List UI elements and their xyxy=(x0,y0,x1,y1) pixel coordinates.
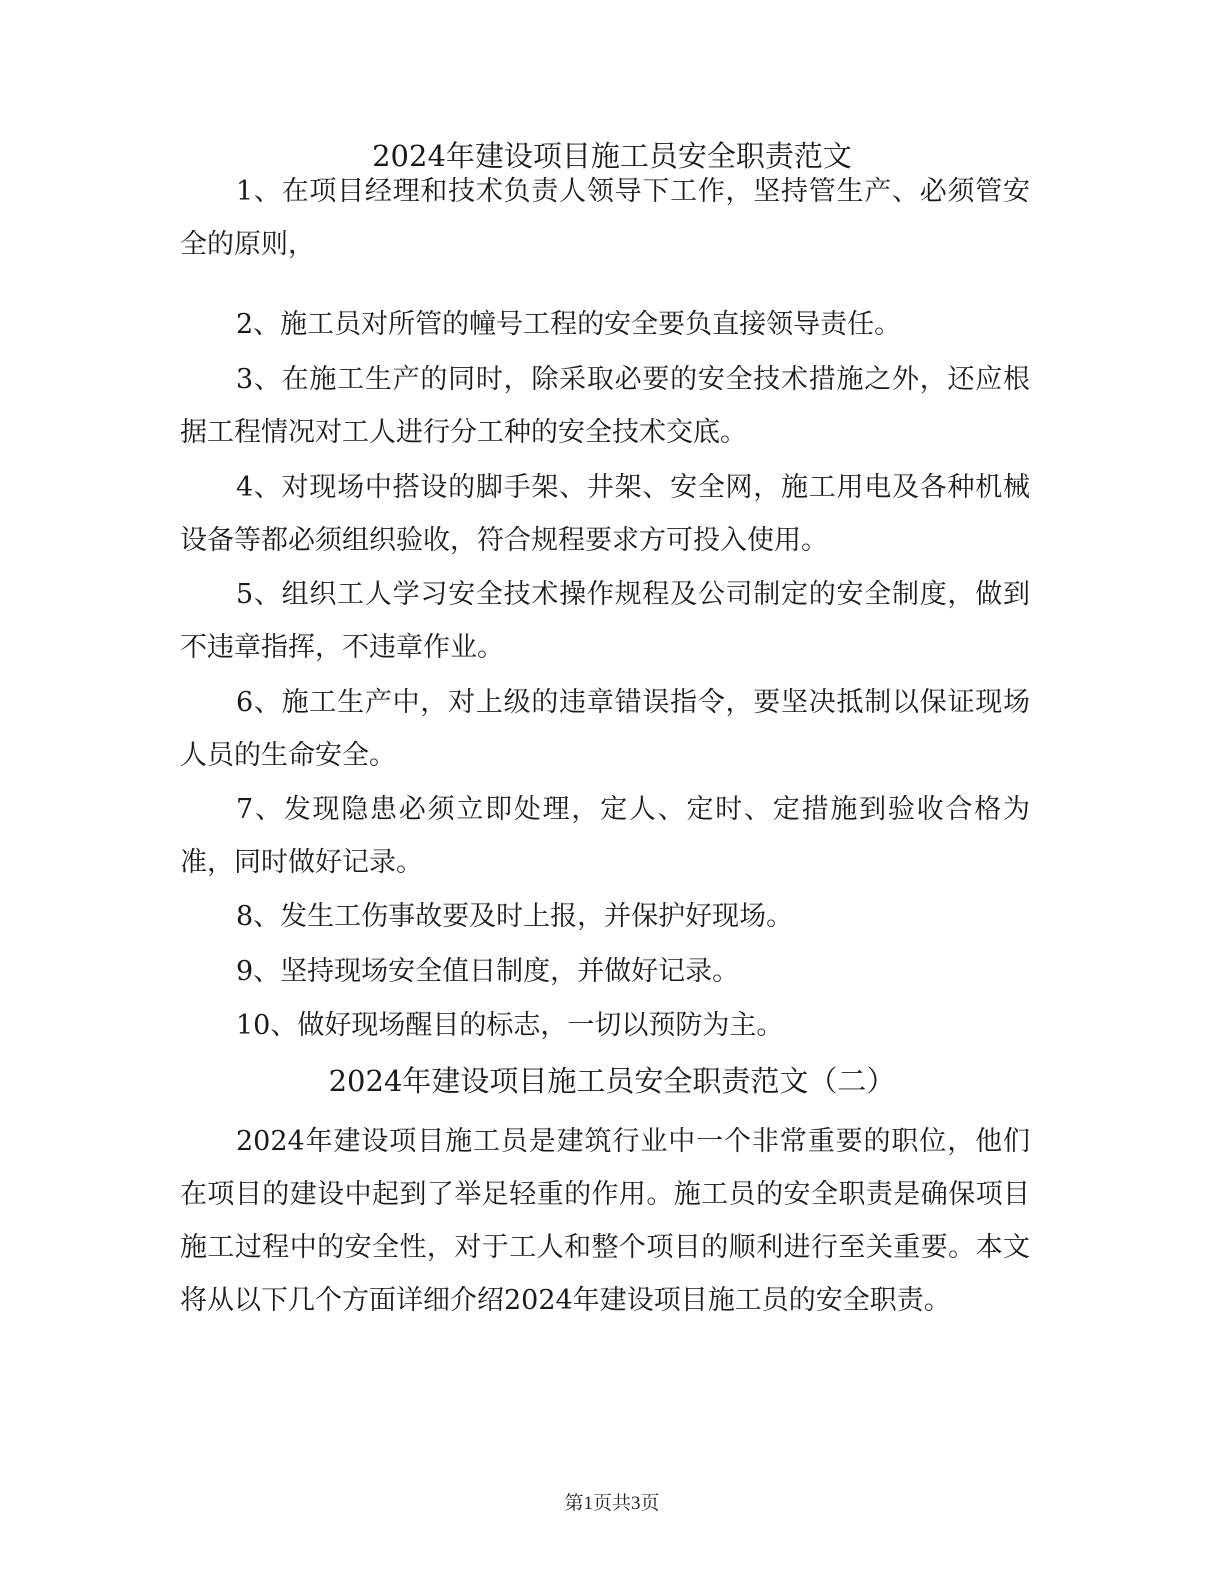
duty-item-9: 9、坚持现场安全值日制度，并做好记录。 xyxy=(236,956,740,987)
duty-item-1: 1、在项目经理和技术负责人领导下工作，坚持管生产、必须管安全的原则， xyxy=(180,176,1030,260)
duty-item-6: 6、施工生产中，对上级的违章错误指令，要坚决抵制以保证现场人员的生命安全。 xyxy=(180,687,1030,771)
duty-item-10: 10、做好现场醒目的标志，一切以预防为主。 xyxy=(236,1010,784,1041)
duty-item-8: 8、发生工伤事故要及时上报，并保护好现场。 xyxy=(236,901,794,932)
duty-item-2: 2、施工员对所管的幢号工程的安全要负直接领导责任。 xyxy=(236,309,902,340)
duty-item-4: 4、对现场中搭设的脚手架、井架、安全网，施工用电及各种机械设备等都必须组织验收，符合规程要求方可投入使用。 xyxy=(180,472,1030,556)
page-number: 第1页共3页 xyxy=(564,1493,660,1514)
duty-item-7: 7、发现隐患必须立即处理，定人、定时、定措施到验收合格为准，同时做好记录。 xyxy=(180,794,1030,878)
section-2-title: 2024年建设项目施工员安全职责范文（二） xyxy=(328,1064,896,1098)
duty-item-3: 3、在施工生产的同时，除采取必要的安全技术措施之外，还应根据工程情况对工人进行分工种的安全技术交底。 xyxy=(180,364,1030,448)
document-title: 2024年建设项目施工员安全职责范文 xyxy=(372,139,852,173)
section-2-intro: 2024年建设项目施工员是建筑行业中一个非常重要的职位，他们在项目的建设中起到了举足轻重的作用。施工员的安全职责是确保项目施工过程中的安全性，对于工人和整个项目的顺利进行至关重要。本文将从以下几个方面详细介绍2024年建设项目施工员的安全职责。 xyxy=(180,1126,1030,1316)
duty-item-5: 5、组织工人学习安全技术操作规程及公司制定的安全制度，做到不违章指挥，不违章作业。 xyxy=(180,579,1030,663)
